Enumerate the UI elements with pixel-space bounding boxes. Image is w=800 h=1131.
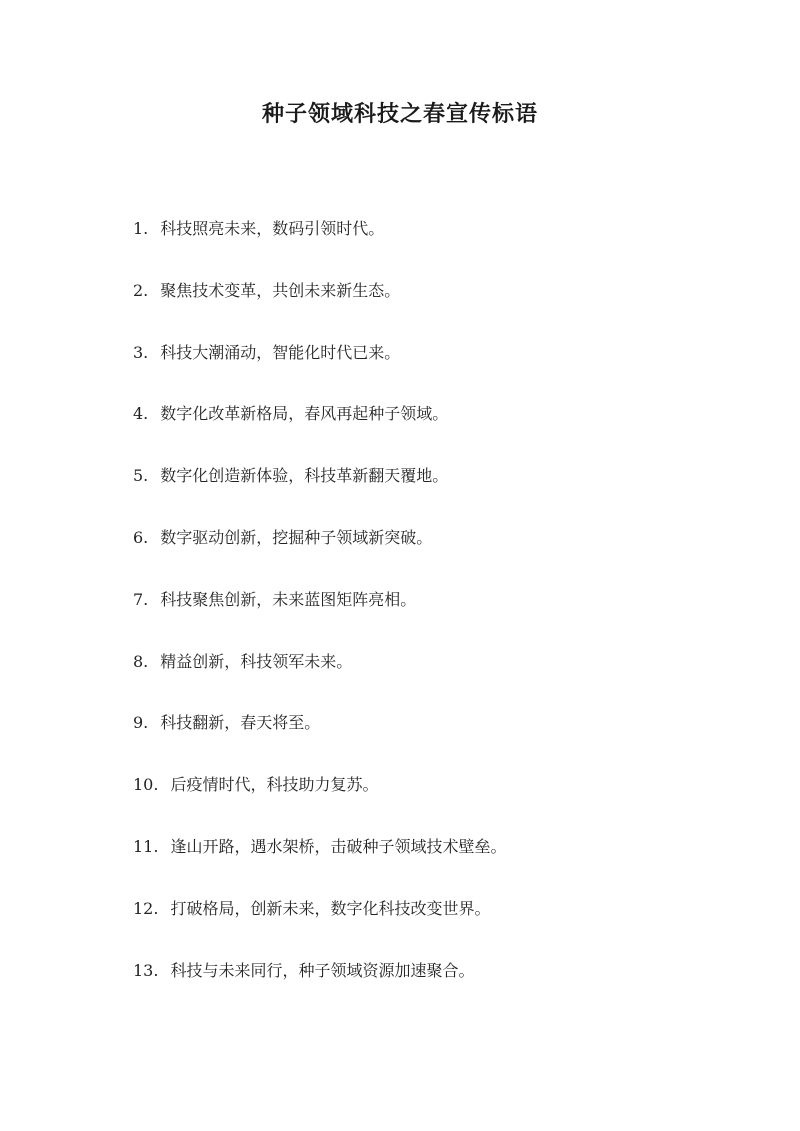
list-item xyxy=(133,647,753,709)
list-item xyxy=(133,399,753,461)
list-item xyxy=(133,461,753,523)
item-text: 科技与未来同行，种子领域资源加速聚合。 xyxy=(170,960,475,980)
item-number: 3. xyxy=(133,342,149,362)
list-item xyxy=(133,214,753,276)
item-number: 5. xyxy=(133,466,149,486)
item-number: 9. xyxy=(133,713,149,733)
item-text: 科技大潮涌动，智能化时代已来。 xyxy=(160,342,401,362)
item-number: 13. xyxy=(133,960,159,980)
list-item xyxy=(133,585,753,647)
list-item xyxy=(133,832,753,894)
item-number: 11. xyxy=(133,836,159,856)
list-item xyxy=(133,523,753,585)
item-text: 科技翻新，春天将至。 xyxy=(160,713,321,733)
item-text: 数字化创造新体验，科技革新翻天覆地。 xyxy=(160,466,449,486)
item-number: 7. xyxy=(133,589,149,609)
list-item xyxy=(133,956,753,1018)
item-number: 12. xyxy=(133,898,159,918)
list-item xyxy=(133,338,753,400)
list-item xyxy=(133,894,753,956)
item-text: 科技照亮未来，数码引领时代。 xyxy=(160,219,385,238)
item-number: 6. xyxy=(133,527,149,547)
item-text: 科技聚焦创新，未来蓝图矩阵亮相。 xyxy=(160,589,417,609)
item-number: 2. xyxy=(133,280,149,300)
item-text: 精益创新，科技领军未来。 xyxy=(160,651,353,671)
list-item xyxy=(133,770,753,832)
item-number: 10. xyxy=(133,775,159,795)
item-number: 4. xyxy=(133,404,149,424)
item-text: 打破格局，创新未来，数字化科技改变世界。 xyxy=(170,898,491,918)
item-number: 8. xyxy=(133,651,149,671)
item-text: 数字化改革新格局，春风再起种子领域。 xyxy=(160,404,449,424)
item-text: 后疫情时代，科技助力复苏。 xyxy=(170,775,379,795)
list-item xyxy=(133,276,753,338)
item-number: 1. xyxy=(133,219,149,238)
document-title: 种子领域科技之春宣传标语 xyxy=(261,101,538,127)
slogan-list xyxy=(133,214,753,1017)
item-text: 逢山开路，遇水架桥，击破种子领域技术壁垒。 xyxy=(170,836,507,856)
item-text: 聚焦技术变革，共创未来新生态。 xyxy=(160,280,401,300)
list-item xyxy=(133,708,753,770)
item-text: 数字驱动创新，挖掘种子领域新突破。 xyxy=(160,527,433,547)
